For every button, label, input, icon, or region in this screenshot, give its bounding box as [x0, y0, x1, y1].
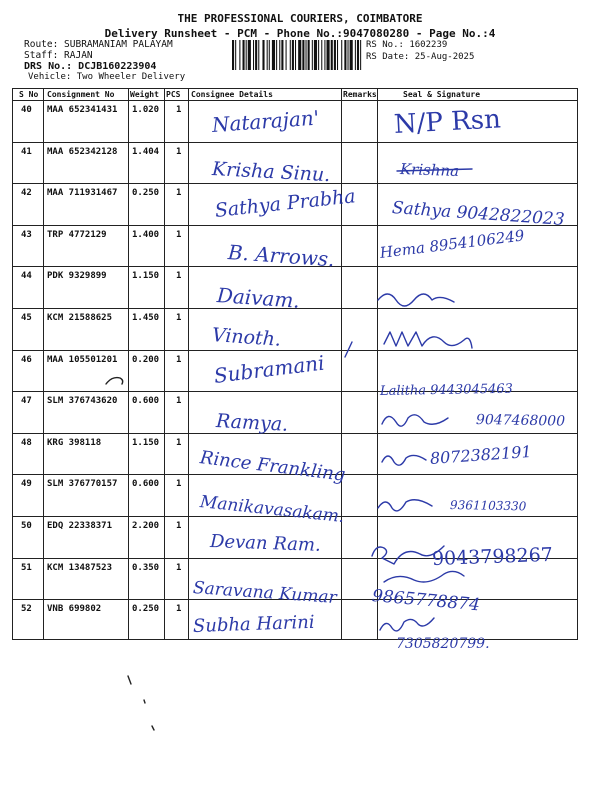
serial-number: 51 — [21, 562, 32, 573]
pieces: 1 — [176, 271, 182, 282]
serial-number: 50 — [21, 521, 32, 531]
handwritten-signature: Krishna — [399, 160, 460, 181]
handwritten-signature-phone: Hema 8954106249 — [378, 226, 526, 262]
handwritten-signature-phone: Lalitha 9443045463 — [379, 381, 514, 399]
barcode-bar — [290, 40, 291, 70]
pieces: 1 — [176, 562, 182, 573]
barcode-bar — [279, 40, 280, 70]
pieces: 1 — [176, 604, 182, 615]
consignment-number: KCM 13487523 — [47, 562, 113, 573]
weight: 0.250 — [132, 188, 160, 199]
consignment-number: MAA 652342128 — [47, 146, 118, 157]
barcode-bar — [276, 40, 277, 70]
barcode-bar — [306, 40, 307, 70]
col-header-consignment: Consignment No — [47, 90, 115, 99]
handwritten-consignee-name: Saravana Kumar — [192, 578, 338, 609]
barcode-bar — [337, 40, 338, 70]
consignment-number: SLM 376770157 — [47, 479, 118, 490]
serial-number: 41 — [21, 146, 32, 157]
handwritten-consignee-name: Subramani — [212, 350, 326, 388]
barcode-bar — [295, 40, 296, 70]
handwritten-consignee-name: Devan Ram. — [209, 531, 322, 556]
barcode-bar — [248, 40, 251, 70]
consignment-number: KCM 21588625 — [47, 313, 113, 323]
col-header-weight: Weight — [130, 90, 159, 99]
barcode-bar — [348, 40, 349, 70]
handwritten-phone-number: 9361103330 — [449, 498, 527, 514]
table-row — [13, 308, 577, 350]
barcode-bar — [253, 40, 254, 70]
col-header-remarks: Remarks — [343, 90, 377, 99]
handwritten-phone-number: 7305820799. — [396, 636, 490, 652]
rs-number: RS No.: 1602239 — [366, 40, 448, 50]
barcode-bar — [312, 40, 313, 70]
barcode — [232, 40, 362, 70]
pieces: 1 — [176, 105, 182, 115]
serial-number: 46 — [21, 354, 32, 365]
consignment-number: MAA 711931467 — [47, 188, 118, 199]
handwritten-consignee-name: Natarajan' — [211, 105, 320, 137]
handwritten-phone-number: 8072382191 — [429, 441, 533, 468]
handwritten-consignee-name: Rince Frankling — [198, 447, 347, 486]
consignment-number: PDK 9329899 — [47, 271, 107, 282]
weight: 1.150 — [132, 437, 160, 448]
pieces: 1 — [176, 146, 182, 157]
handwritten-signature-phone: Sathya 9042822023 — [391, 198, 566, 231]
pieces: 1 — [176, 188, 182, 199]
vehicle-label: Vehicle: Two Wheeler Delivery — [28, 72, 186, 82]
barcode-bar — [281, 40, 283, 70]
weight: 1.450 — [132, 313, 160, 323]
barcode-bar — [341, 40, 342, 70]
pieces: 1 — [176, 396, 182, 407]
barcode-bar — [239, 40, 240, 70]
serial-number: 47 — [21, 396, 32, 407]
drs-number: DRS No.: DCJB160223904 — [24, 61, 157, 72]
barcode-bar — [331, 40, 333, 70]
barcode-bar — [308, 40, 310, 70]
barcode-bar — [232, 40, 234, 70]
consignment-number: VNB 699802 — [47, 604, 102, 615]
col-header-pcs: PCS — [166, 90, 181, 99]
barcode-bar — [355, 40, 356, 70]
pieces: 1 — [176, 229, 182, 240]
barcode-bar — [262, 40, 264, 70]
pieces: 1 — [176, 521, 182, 531]
barcode-bar — [243, 40, 245, 70]
handwritten-phone-number: 9865778874 — [371, 586, 481, 616]
barcode-bar — [324, 40, 325, 70]
barcode-bar — [235, 40, 236, 70]
handwritten-consignee-name: Manikavasakam. — [199, 492, 346, 528]
weight: 0.250 — [132, 604, 160, 615]
serial-number: 42 — [21, 188, 32, 199]
handwritten-consignee-name: Daivam. — [216, 283, 301, 313]
barcode-bar — [292, 40, 294, 70]
serial-number: 45 — [21, 313, 32, 323]
col-header-consignee: Consignee Details — [191, 90, 273, 99]
barcode-bar — [269, 40, 270, 70]
barcode-bar — [314, 40, 317, 70]
weight: 0.200 — [132, 354, 160, 365]
handwritten-consignee-name: Subha Harini — [192, 611, 315, 637]
consignment-number: SLM 376743620 — [47, 396, 118, 407]
weight: 1.404 — [132, 146, 160, 157]
col-header-sno: S No — [19, 90, 39, 99]
serial-number: 48 — [21, 437, 32, 448]
runsheet-title: Delivery Runsheet - PCM - Phone No.:9047080280 - Page No.:4 — [104, 27, 496, 40]
pieces: 1 — [176, 354, 182, 365]
handwritten-consignee-name: Krisha Sinu. — [211, 158, 331, 187]
pieces: 1 — [176, 437, 182, 448]
pen-mark — [152, 726, 154, 730]
weight: 0.350 — [132, 562, 160, 573]
barcode-bar — [357, 40, 359, 70]
col-header-seal-signature: Seal & Signature — [403, 90, 481, 99]
barcode-bar — [344, 40, 346, 70]
serial-number: 52 — [21, 604, 32, 615]
consignment-number: MAA 105501201 — [47, 354, 118, 365]
weight: 1.150 — [132, 271, 160, 282]
rs-date: RS Date: 25-Aug-2025 — [366, 52, 475, 62]
pen-mark — [144, 700, 145, 703]
barcode-bar — [298, 40, 301, 70]
serial-number: 40 — [21, 105, 32, 115]
barcode-bar — [334, 40, 336, 70]
barcode-bar — [258, 40, 259, 70]
barcode-bar — [350, 40, 353, 70]
handwritten-consignee-name: Sathya Prabha — [213, 185, 357, 222]
handwritten-consignee-name: Ramya. — [215, 410, 289, 436]
weight: 1.400 — [132, 229, 160, 240]
company-name: THE PROFESSIONAL COURIERS, COIMBATORE — [177, 12, 423, 25]
weight: 0.600 — [132, 396, 160, 407]
weight: 1.020 — [132, 105, 160, 115]
consignment-number: MAA 652341431 — [47, 105, 118, 115]
handwritten-consignee-name: Vinoth. — [211, 324, 282, 351]
barcode-bar — [327, 40, 330, 70]
serial-number: 44 — [21, 271, 32, 282]
barcode-bar — [321, 40, 322, 70]
staff-label: Staff: RAJAN — [24, 50, 93, 61]
consignment-number: EDQ 22338371 — [47, 521, 113, 531]
weight: 0.600 — [132, 479, 160, 490]
barcode-bar — [286, 40, 287, 70]
pieces: 1 — [176, 313, 182, 323]
pieces: 1 — [176, 479, 182, 490]
handwritten-phone-number: 9047468000 — [475, 412, 566, 430]
weight: 2.200 — [132, 521, 160, 531]
barcode-bar — [246, 40, 247, 70]
handwritten-not-present-note: N/P Rsn — [393, 104, 502, 140]
barcode-bar — [302, 40, 304, 70]
barcode-bar — [272, 40, 275, 70]
pen-mark — [128, 676, 131, 684]
serial-number: 49 — [21, 479, 32, 490]
route-label: Route: SUBRAMANIAM PALAYAM — [24, 39, 173, 50]
serial-number: 43 — [21, 229, 32, 240]
barcode-bar — [318, 40, 319, 70]
consignment-number: TRP 4772129 — [47, 229, 107, 240]
handwritten-phone-number: 9043798267 — [431, 543, 554, 570]
consignment-number: KRG 398118 — [47, 437, 102, 448]
barcode-bar — [360, 40, 361, 70]
handwritten-consignee-name: B. Arrows. — [227, 240, 336, 272]
barcode-bar — [267, 40, 268, 70]
barcode-bar — [255, 40, 257, 70]
